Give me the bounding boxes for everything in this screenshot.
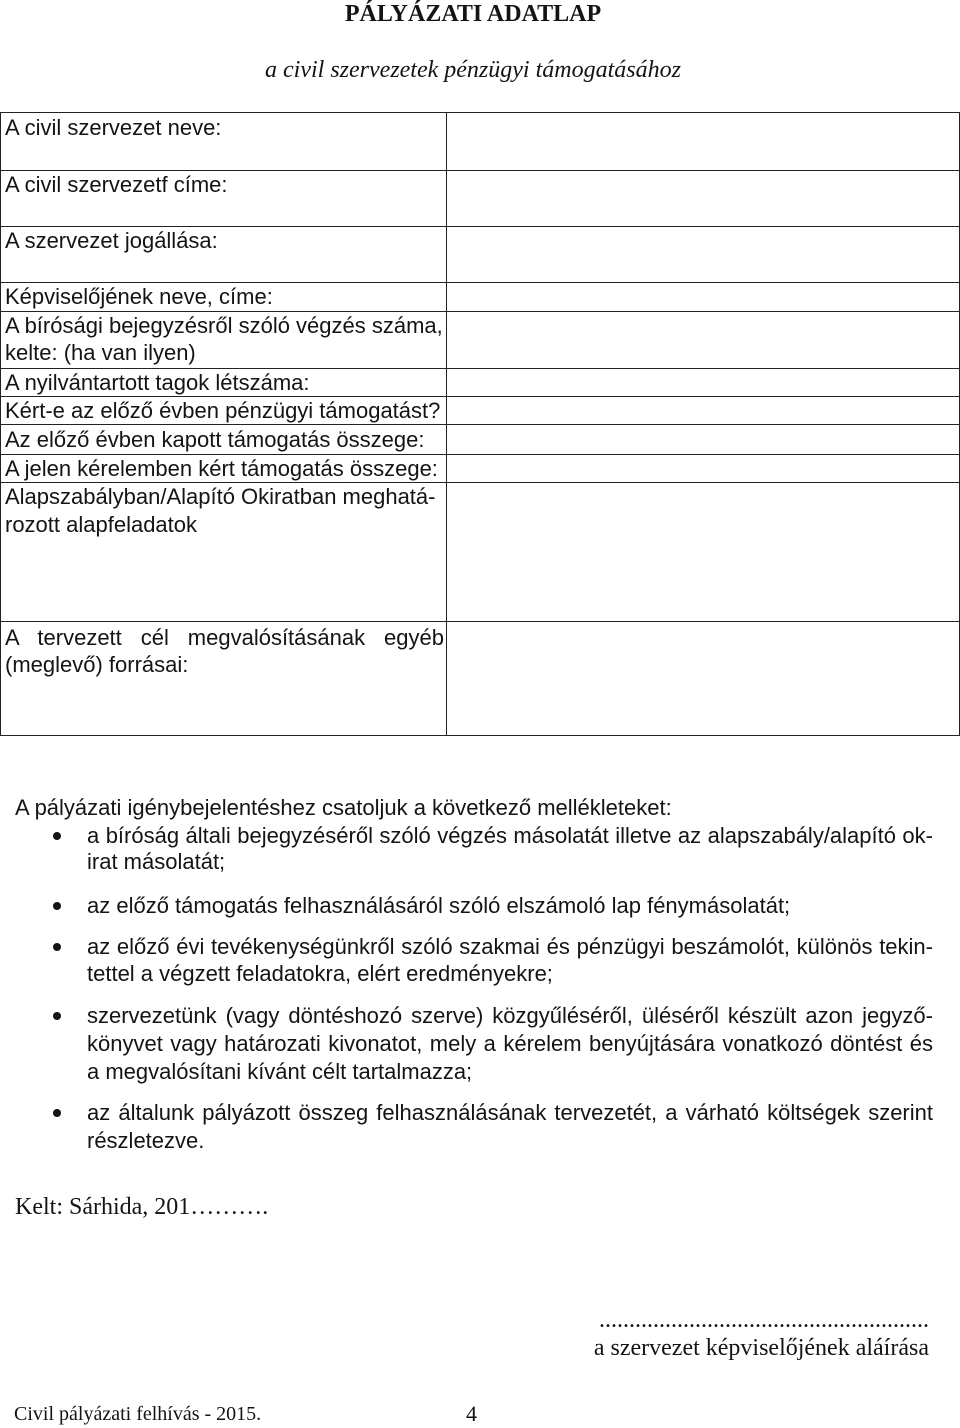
court-registration-label <box>1 312 447 368</box>
previous-support-amount-label-text: Az előző évben kapott támogatás összege: <box>5 427 425 452</box>
form-row-representative <box>1 283 959 312</box>
page-title: PÁLYÁZATI ADATLAP <box>344 1 602 27</box>
application-form-table <box>0 112 960 736</box>
attachment-item-line: a bíróság általi bejegyzéséről szóló végzés másolatát illetve az alapszabály/alapító ok- <box>87 823 933 848</box>
representative-value <box>447 283 959 311</box>
attachment-item-line: részletezve. <box>87 1128 205 1153</box>
form-row-previous-support-requested <box>1 397 959 425</box>
attachment-item-line: szervezetünk (vagy döntéshozó szerve) közgyűléséről, üléséről készült azon jegyző- <box>87 1003 933 1028</box>
attachment-item-line: az előző évi tevékenységünkről szóló szakmai és pénzügyi beszámolót, különös tekin- <box>87 934 933 959</box>
previous-support-requested-label-text: Kért-e az előző évben pénzügyi támogatást? <box>5 398 441 423</box>
page-number: 4 <box>466 1401 477 1426</box>
court-registration-value <box>447 312 959 368</box>
bullet-icon <box>53 1012 61 1020</box>
place-and-date: Kelt: Sárhida, 201………. <box>15 1194 269 1220</box>
bullet-icon <box>53 1109 61 1117</box>
other-funding-sources-value <box>447 622 959 735</box>
attachment-item-line: az általunk pályázott összeg felhasználásának tervezetét, a várható költségek szerint <box>87 1100 933 1125</box>
other-funding-sources-label <box>1 622 447 735</box>
core-tasks-value <box>447 483 959 621</box>
form-row-requested-amount <box>1 455 959 483</box>
attachments-intro: A pályázati igénybejelentéshez csatoljuk a következő mellékleteket: <box>15 795 672 820</box>
org-address-label <box>1 171 447 226</box>
attachment-item-line: irat másolatát; <box>87 849 226 874</box>
bullet-icon <box>53 832 61 840</box>
page-subtitle: a civil szervezetek pénzügyi támogatásához <box>265 57 681 83</box>
member-count-label <box>1 369 447 396</box>
court-registration-label-line-2: kelte: (ha van ilyen) <box>5 340 196 365</box>
bullet-icon <box>53 943 61 951</box>
form-row-legal-status <box>1 227 959 283</box>
other-funding-sources-label-line-2: (meglevő) forrásai: <box>5 652 189 677</box>
form-row-org-address <box>1 171 959 227</box>
core-tasks-label-line-2: rozott alapfeladatok <box>5 512 198 537</box>
representative-label-text: Képviselőjének neve, címe: <box>5 284 273 309</box>
org-name-label-text: A civil szervezet neve: <box>5 115 222 140</box>
attachment-item-line: tettel a végzett feladatokra, elért eredményekre; <box>87 961 553 986</box>
attachment-item-line: az előző támogatás felhasználásáról szóló elszámoló lap fénymásolatát; <box>87 893 791 918</box>
previous-support-requested-label <box>1 397 447 424</box>
attachment-item-line: a megvalósítani kívánt célt tartalmazza; <box>87 1059 473 1084</box>
signature-caption: a szervezet képviselőjének aláírása <box>593 1335 929 1361</box>
legal-status-label-text: A szervezet jogállása: <box>5 228 218 253</box>
representative-label <box>1 283 447 311</box>
other-funding-sources-label-line-1: A tervezett cél megvalósításának egyéb <box>5 625 444 650</box>
legal-status-label <box>1 227 447 282</box>
bullet-icon <box>53 902 61 910</box>
attachment-item-4-text <box>87 1002 933 1086</box>
form-row-court-registration <box>1 312 959 369</box>
previous-support-requested-value <box>447 397 959 424</box>
attachment-item-1-text <box>87 823 933 875</box>
previous-support-amount-value <box>447 425 959 454</box>
court-registration-label-line-1: A bírósági bejegyzésről szóló végzés száma, <box>5 313 443 338</box>
requested-amount-value <box>447 455 959 482</box>
previous-support-amount-label <box>1 425 447 454</box>
form-row-core-tasks <box>1 483 959 622</box>
form-row-other-funding-sources <box>1 622 959 736</box>
org-address-value <box>447 171 959 226</box>
org-name-label <box>1 113 447 170</box>
requested-amount-label <box>1 455 447 482</box>
core-tasks-label-line-1: Alapszabályban/Alapító Okiratban meghatá- <box>5 484 436 509</box>
core-tasks-label <box>1 483 447 621</box>
org-name-value <box>447 113 959 170</box>
signature-block <box>594 1306 929 1362</box>
member-count-label-text: A nyilvántartott tagok létszáma: <box>5 370 310 395</box>
form-row-org-name <box>1 113 959 171</box>
org-address-label-text: A civil szervezetf címe: <box>5 172 228 197</box>
member-count-value <box>447 369 959 396</box>
legal-status-value <box>447 227 959 282</box>
form-row-previous-support-amount <box>1 425 959 455</box>
attachment-item-3-text <box>87 933 933 987</box>
attachment-item-5-text <box>87 1099 933 1155</box>
attachment-item-2-text <box>87 892 933 920</box>
attachment-item-line: könyvet vagy határozati kivonatot, mely a kérelem benyújtására vonatkozó döntést és <box>87 1031 933 1056</box>
requested-amount-label-text: A jelen kérelemben kért támogatás összege: <box>5 456 438 481</box>
signature-dotted-line: ....................................................... <box>599 1307 929 1333</box>
form-row-member-count <box>1 369 959 397</box>
footer-text: Civil pályázati felhívás - 2015. <box>14 1403 262 1425</box>
